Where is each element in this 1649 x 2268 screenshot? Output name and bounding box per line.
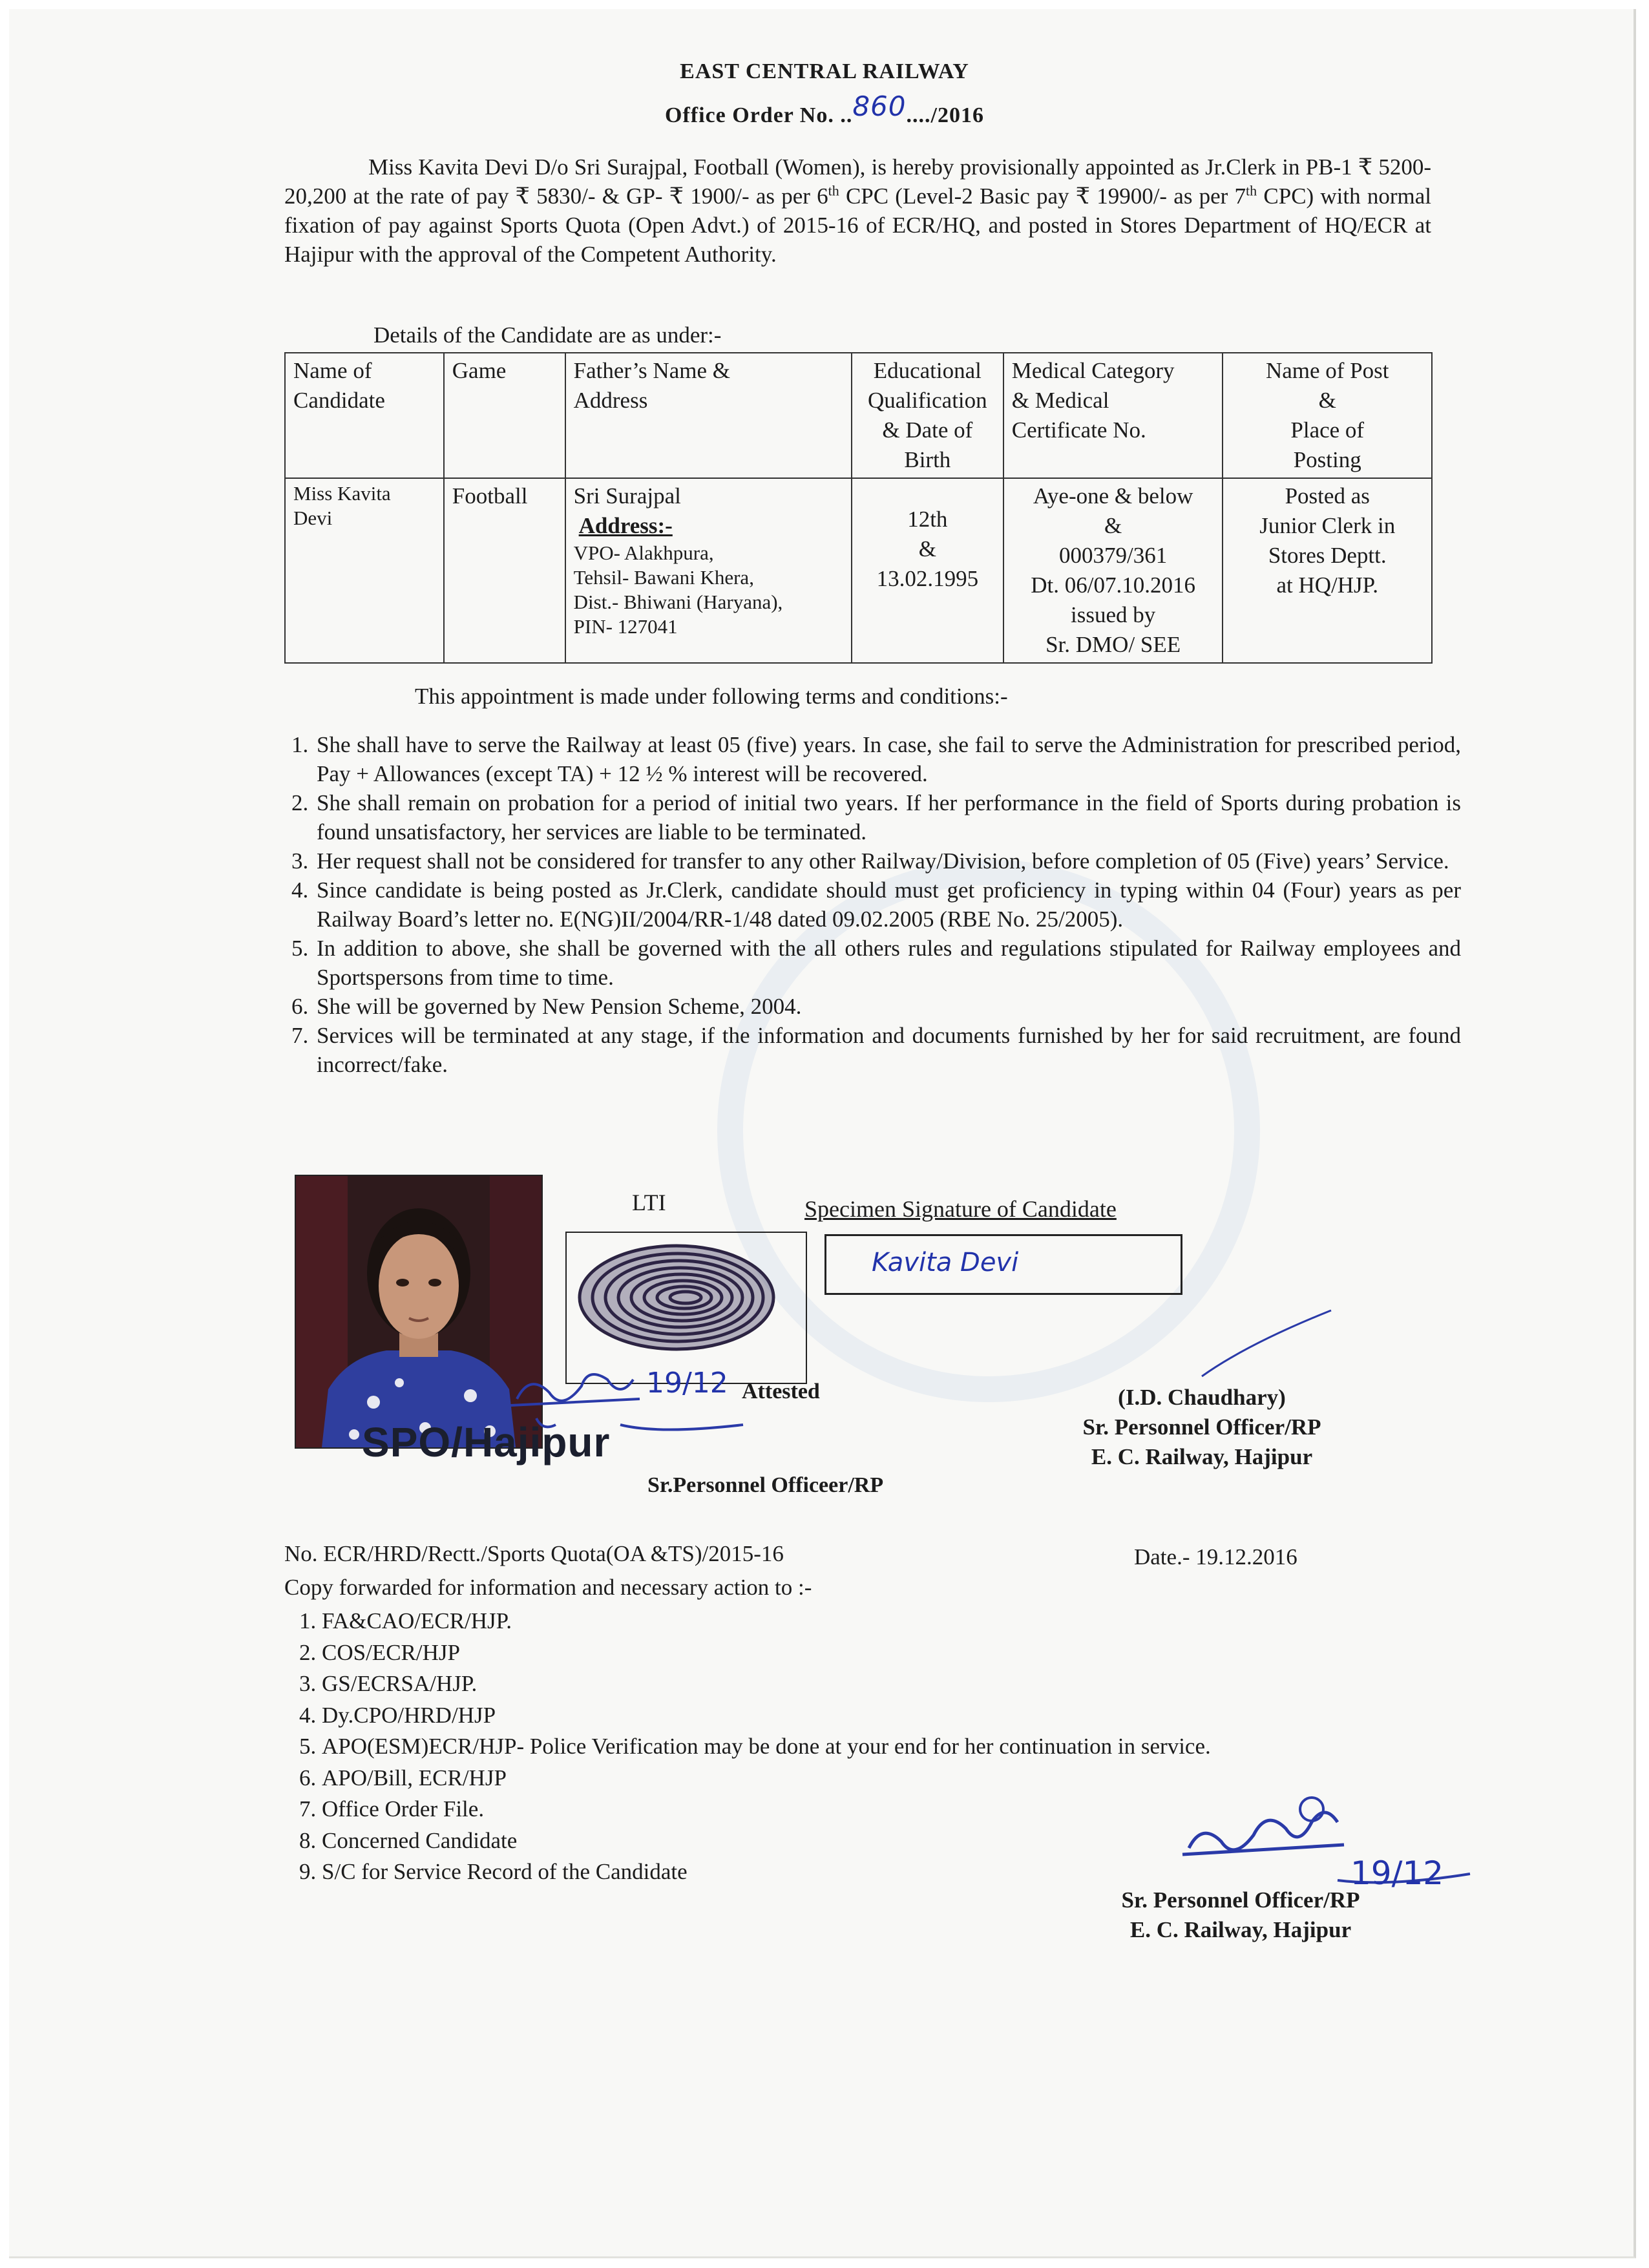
specimen-signature-box	[824, 1234, 1182, 1295]
header-line: Posting	[1293, 447, 1361, 472]
order-suffix: /2016	[930, 103, 984, 127]
list-item: 1. She shall have to serve the Railway at least 05 (five) years. In case, she fail to serve the Administration for prescribed period, Pay + Allowances (except TA) + 12 ½ % interest will be recovered.	[314, 730, 1461, 788]
officer-signature-icon	[1195, 1305, 1338, 1383]
order-dots-left: ..	[840, 103, 853, 127]
list-item: 6. APO/Bill, ECR/HJP	[322, 1763, 1485, 1794]
header-medical-category	[1003, 353, 1223, 478]
father-name: Sri Surajpal	[573, 483, 681, 509]
list-item: 7. Office Order File.	[322, 1794, 1485, 1825]
list-item: 5. APO(ESM)ECR/HJP- Police Verification may be done at your end for her continuation in service.	[322, 1731, 1485, 1763]
list-item: 5. In addition to above, she shall be governed with the all others rules and regulations stipulated for Railway employees and Sportspersons from time to time.	[314, 934, 1461, 992]
cell-line: &	[918, 536, 936, 562]
address-line: PIN- 127041	[573, 615, 678, 638]
header-line: Qualification	[867, 388, 987, 413]
list-item: 4. Since candidate is being posted as Jr.Clerk, candidate should must get proficiency in typing within 04 (Four) years as per Railway Board’s letter no. E(NG)II/2004/RR-1/48 dated 09.02.2005 (RBE No. 25/2005).	[314, 876, 1461, 934]
header-line: Birth	[904, 447, 951, 472]
header-line: Address	[573, 388, 648, 413]
bottom-title: Sr. Personnel Officer/RP	[1121, 1887, 1360, 1913]
address-label: Address:-	[578, 513, 673, 538]
address-line: Dist.- Bhiwani (Haryana),	[573, 591, 783, 613]
order-prefix: Office Order No.	[665, 103, 841, 127]
header-name-of-post	[1223, 353, 1432, 478]
paragraph-part-2: CPC (Level-2 Basic pay ₹ 19900/- as per 7	[839, 184, 1246, 209]
list-item: 2. She shall remain on probation for a period of initial two years. If her performance in the field of Sports during probation is found unsatisfactory, her services are liable to be terminated.	[314, 788, 1461, 846]
candidate-details-table	[284, 352, 1433, 664]
header-line: Name of Post	[1265, 358, 1389, 383]
list-item: 2. COS/ECR/HJP	[322, 1637, 1485, 1669]
cell-line: Sr. DMO/ SEE	[1045, 632, 1181, 657]
header-name-of-candidate	[285, 353, 444, 478]
list-item: 3. GS/ECRSA/HJP.	[322, 1668, 1485, 1700]
cell-line: Dt. 06/07.10.2016	[1031, 572, 1195, 598]
attested-label: Attested	[742, 1380, 820, 1403]
list-item: 7. Services will be terminated at any stage, if the information and documents furnished by her for said recruitment, are found incorrect/fake.	[314, 1021, 1461, 1079]
officer-name: (I.D. Chaudhary)	[1118, 1385, 1286, 1410]
order-date: Date.- 19.12.2016	[1134, 1544, 1297, 1570]
organization-title: EAST CENTRAL RAILWAY	[680, 59, 969, 83]
header-line: Father’s Name &	[573, 358, 730, 383]
address-line: VPO- Alakhpura,	[573, 541, 714, 564]
cell-medical-category	[1003, 478, 1223, 663]
officer-title: Sr. Personnel Officer/RP	[1082, 1414, 1321, 1440]
table-header-row	[285, 353, 1432, 478]
bottom-place: E. C. Railway, Hajipur	[1129, 1917, 1352, 1942]
terms-intro: This appointment is made under following terms and conditions:-	[415, 684, 1008, 709]
handwritten-order-number: 860	[852, 90, 907, 122]
cell-father-address	[565, 478, 852, 663]
appointment-paragraph	[284, 152, 1431, 269]
cell-line: Aye-one & below	[1033, 483, 1193, 509]
cell-line: 13.02.1995	[876, 566, 979, 591]
header-line: Educational	[873, 358, 982, 383]
header-line: & Medical	[1011, 388, 1109, 413]
cell-game: Football	[444, 478, 565, 663]
superscript-th-2: th	[1246, 182, 1257, 199]
header-line: Candidate	[293, 388, 385, 413]
spo-hajipur-stamp: SPO/Hajipur	[362, 1419, 611, 1465]
superscript-th-1: th	[828, 182, 839, 199]
lti-label: LTI	[632, 1190, 666, 1215]
list-item: 4. Dy.CPO/HRD/HJP	[322, 1700, 1485, 1732]
list-item: 6. She will be governed by New Pension Scheme, 2004.	[314, 992, 1461, 1021]
order-dots-right: ....	[906, 103, 931, 127]
paragraph-part-1: Miss Kavita Devi D/o Sri Surajpal, Football (Women), is hereby provisionally appointed as Jr.Clerk in PB-1 ₹ 5200-20,200 at the rate of pay ₹ 5830/- & GP- ₹ 1900/- as per 6	[284, 154, 1431, 209]
list-item: 9. S/C for Service Record of the Candidate	[322, 1856, 1485, 1888]
list-item: 8. Concerned Candidate	[322, 1825, 1485, 1857]
details-heading: Details of the Candidate are as under:-	[373, 322, 722, 348]
list-item: 3. Her request shall not be considered for transfer to any other Railway/Division, before completion of 05 (Five) years’ Service.	[314, 846, 1461, 876]
paragraph-part-3: CPC) with normal fixation of pay against Sports Quota (Open Advt.) of 2015-16 of ECR/HQ, and posted in Stores Department of HQ/ECR at Hajipur with the approval of the Competent Authority.	[284, 184, 1431, 267]
office-order-number	[0, 90, 1649, 129]
cell-line: Miss Kavita	[293, 482, 391, 505]
specimen-signature-label: Specimen Signature of Candidate	[804, 1196, 1117, 1222]
cell-post-posting	[1223, 478, 1432, 663]
cell-line: Stores Deptt.	[1268, 543, 1387, 568]
header-line: Certificate No.	[1011, 417, 1146, 443]
header-educational-qualification	[852, 353, 1003, 478]
cell-education-dob	[852, 478, 1003, 663]
attest-initial-date: 19/12	[646, 1367, 728, 1400]
attest-title: Sr.Personnel Officeer/RP	[647, 1473, 884, 1497]
officer-place: E. C. Railway, Hajipur	[1091, 1444, 1313, 1469]
header-line: &	[1318, 388, 1336, 413]
header-line: Name of	[293, 358, 372, 383]
cell-line: Posted as	[1285, 483, 1370, 509]
cell-line: 12th	[907, 507, 948, 532]
cell-line: Devi	[293, 507, 333, 529]
cell-line: issued by	[1070, 602, 1156, 627]
header-game: Game	[444, 353, 565, 478]
candidate-signature: Kavita Devi	[872, 1248, 1019, 1277]
list-item: 1. FA&CAO/ECR/HJP.	[322, 1606, 1485, 1637]
cell-line: 000379/361	[1059, 543, 1168, 568]
header-father-name-address	[565, 353, 852, 478]
bottom-initial-date: 19/12	[1350, 1854, 1444, 1892]
header-line: Place of	[1290, 417, 1365, 443]
header-line: & Date of	[882, 417, 973, 443]
reference-number: No. ECR/HRD/Rectt./Sports Quota(OA &TS)/2015-16	[284, 1541, 784, 1566]
officer-signature-block	[1021, 1383, 1383, 1472]
table-row	[285, 478, 1432, 663]
terms-list	[284, 730, 1461, 1079]
address-line: Tehsil- Bawani Khera,	[573, 566, 754, 589]
cell-line: Junior Clerk in	[1259, 513, 1396, 538]
bottom-signature-block	[1086, 1885, 1396, 1945]
cell-line: &	[1104, 513, 1122, 538]
header-line: Medical Category	[1011, 358, 1175, 383]
cell-line: at HQ/HJP.	[1276, 572, 1378, 598]
cell-candidate-name	[285, 478, 444, 663]
copy-forwarded-heading: Copy forwarded for information and necessary action to :-	[284, 1575, 812, 1600]
